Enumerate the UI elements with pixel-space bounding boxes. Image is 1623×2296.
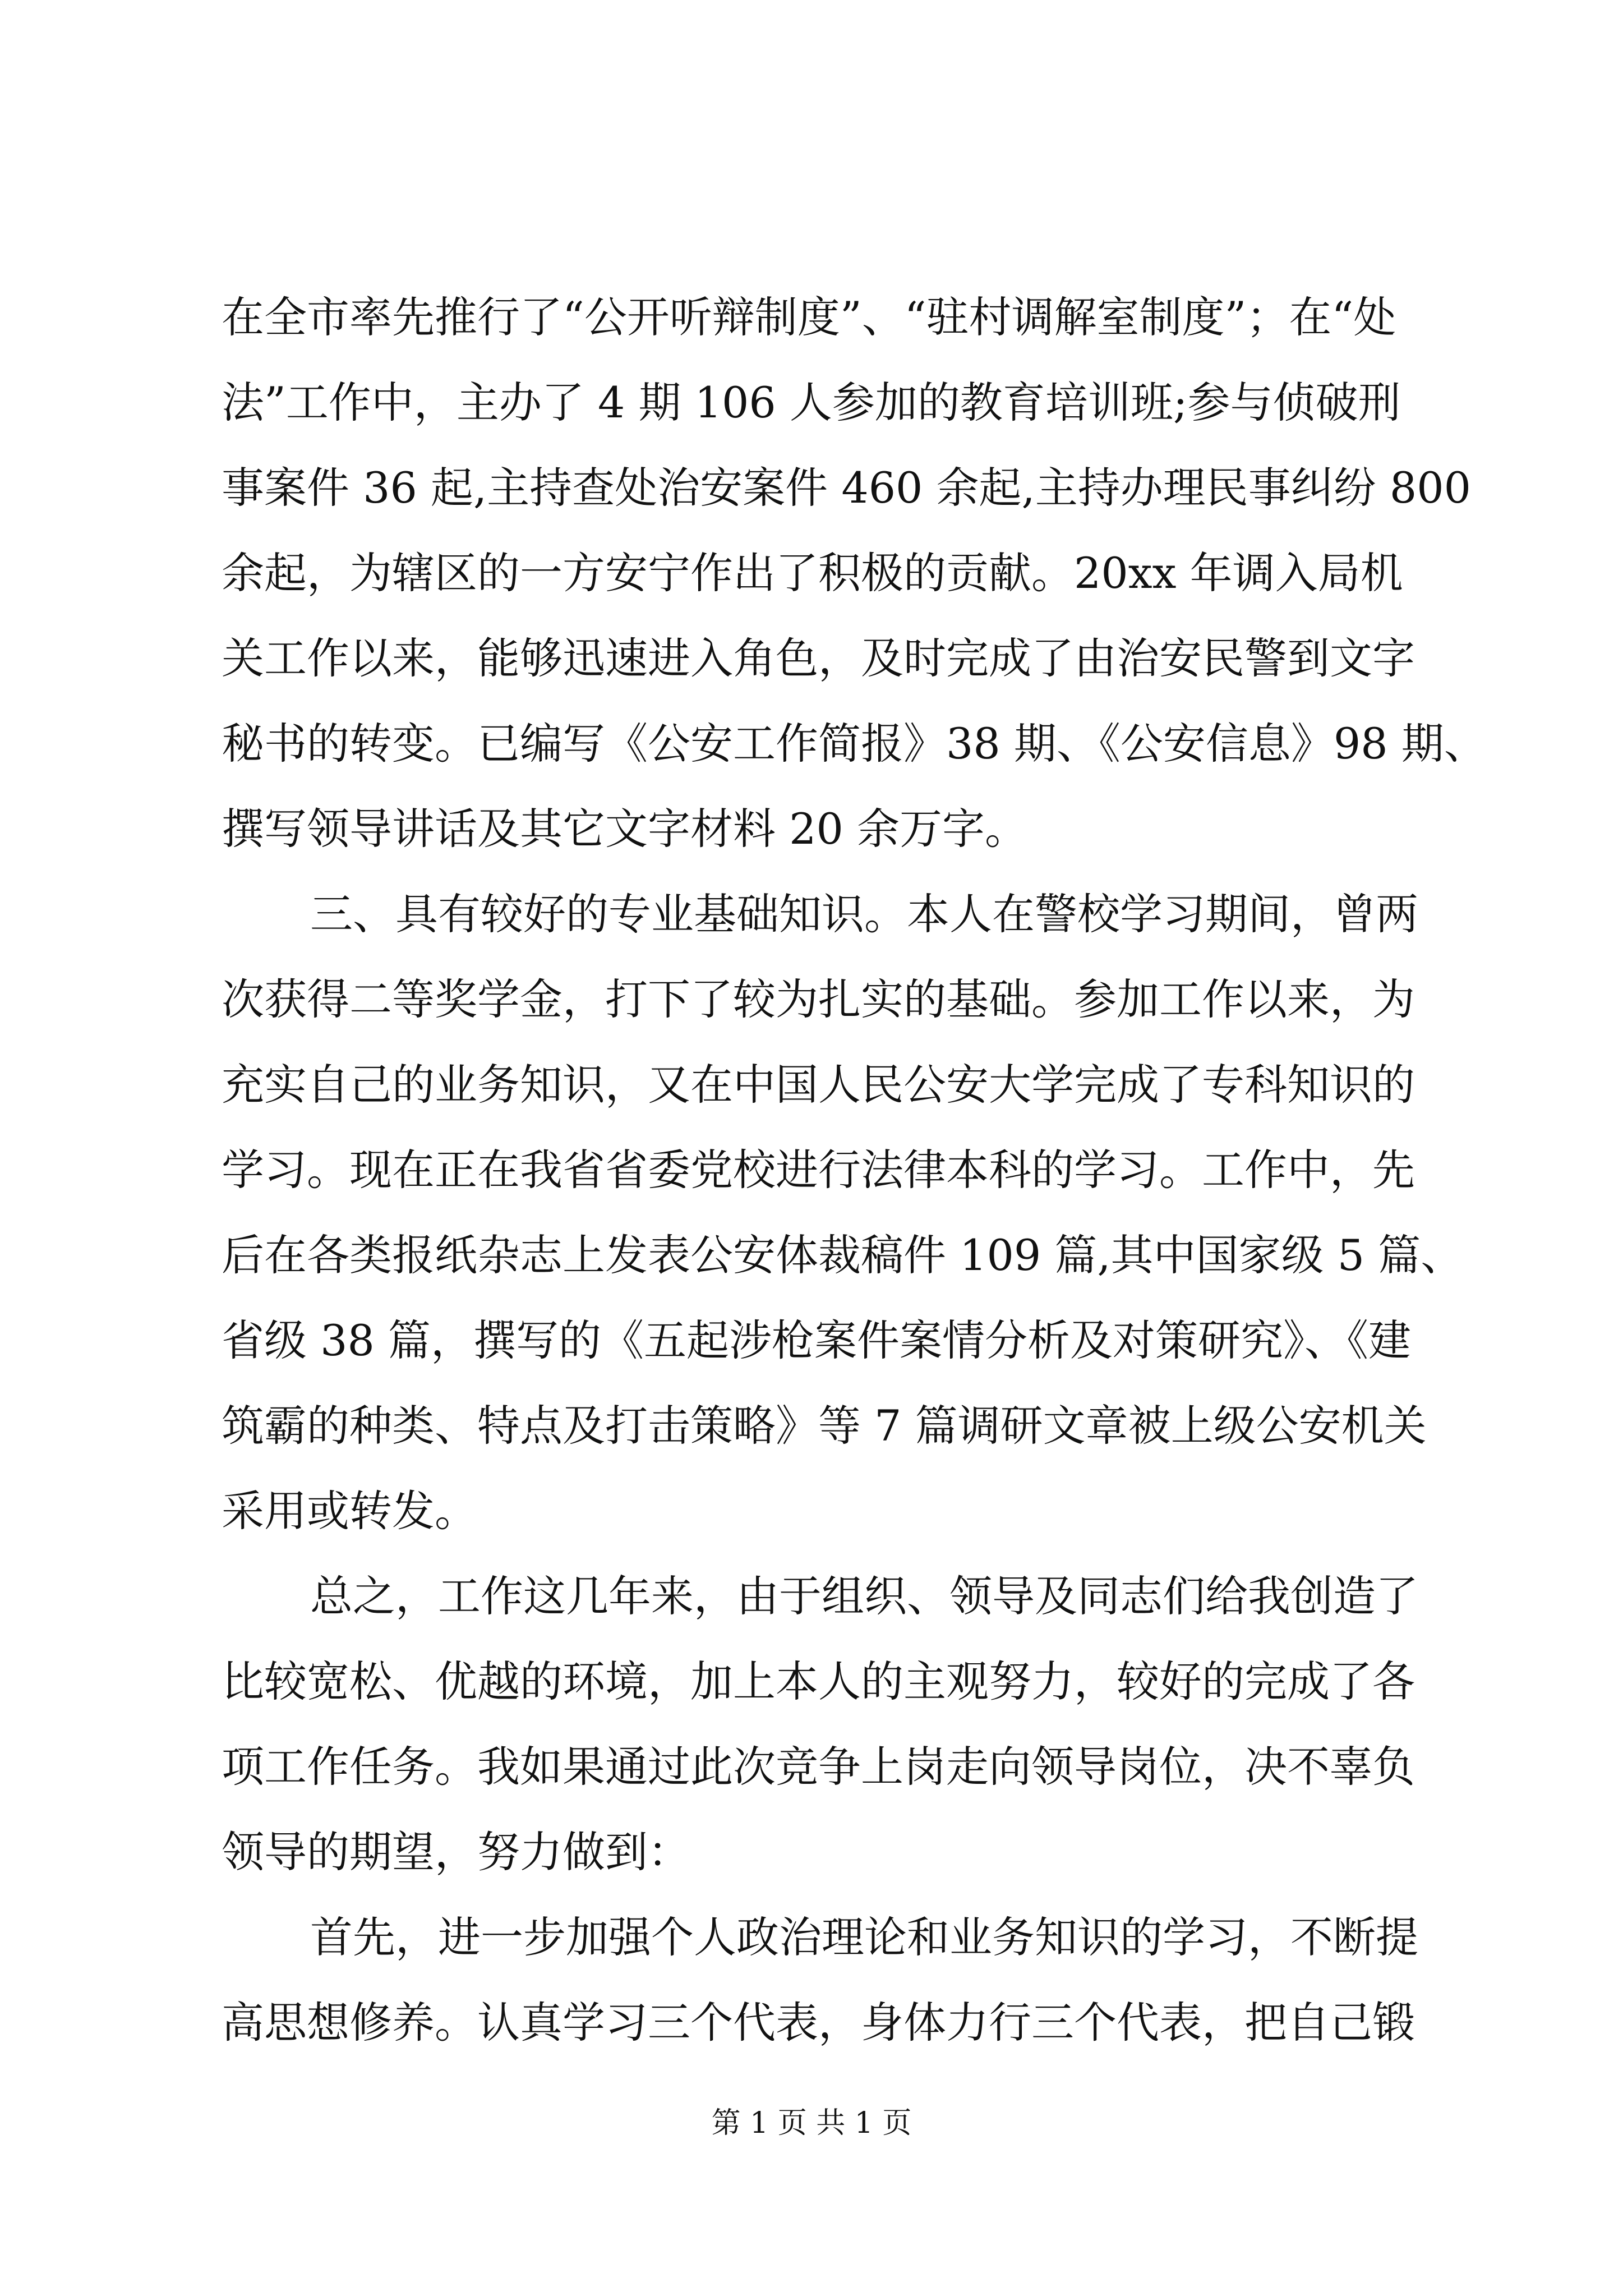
paragraph-line: 后在各类报纸杂志上发表公安体裁稿件 109 篇,其中国家级 5 篇、 bbox=[222, 1230, 1464, 1280]
paragraph-line: 三、具有较好的专业基础知识。本人在警校学习期间，曾两 bbox=[310, 889, 1418, 939]
paragraph-line: 秘书的转变。已编写《公安工作简报》38 期、《公安信息》98 期、 bbox=[222, 719, 1487, 769]
paragraph-3 bbox=[222, 1554, 1416, 1895]
paragraph-line: 事案件 36 起,主持查处治安案件 460 余起,主持办理民事纠纷 800 bbox=[222, 463, 1471, 513]
paragraph-line: 高思想修养。认真学习三个代表，身体力行三个代表，把自己锻 bbox=[222, 1998, 1415, 2047]
paragraph-2 bbox=[222, 872, 1464, 1554]
page-number-footer: 第 1 页 共 1 页 bbox=[711, 2106, 912, 2140]
paragraph-line: 充实自己的业务知识，又在中国人民公安大学完成了专科知识的 bbox=[222, 1060, 1415, 1110]
paragraph-line: 筑霸的种类、特点及打击策略》等 7 篇调研文章被上级公安机关 bbox=[222, 1401, 1427, 1451]
paragraph-line: 学习。现在正在我省省委党校进行法律本科的学习。工作中，先 bbox=[222, 1145, 1415, 1195]
paragraph-line: 采用或转发。 bbox=[222, 1486, 477, 1536]
paragraph-line: 项工作任务。我如果通过此次竞争上岗走向领导岗位，决不辜负 bbox=[222, 1742, 1415, 1792]
paragraph-line: 首先，进一步加强个人政治理论和业务知识的学习，不断提 bbox=[310, 1912, 1418, 1962]
paragraph-1 bbox=[222, 275, 1487, 872]
paragraph-line: 领导的期望，努力做到： bbox=[222, 1827, 690, 1877]
paragraph-line: 法”工作中，主办了 4 期 106 人参加的教育培训班;参与侦破刑 bbox=[222, 378, 1401, 427]
paragraph-line: 关工作以来，能够迅速进入角色，及时完成了由治安民警到文字 bbox=[222, 633, 1415, 683]
document-body bbox=[222, 275, 1487, 2065]
paragraph-line: 比较宽松、优越的环境，加上本人的主观努力，较好的完成了各 bbox=[222, 1657, 1415, 1706]
paragraph-line: 省级 38 篇，撰写的《五起涉枪案件案情分析及对策研究》、《建 bbox=[222, 1315, 1412, 1365]
paragraph-4 bbox=[222, 1895, 1416, 2065]
paragraph-line: 次获得二等奖学金，打下了较为扎实的基础。参加工作以来，为 bbox=[222, 974, 1415, 1024]
paragraph-line: 余起，为辖区的一方安宁作出了积极的贡献。20xx 年调入局机 bbox=[222, 548, 1403, 598]
paragraph-line: 撰写领导讲话及其它文字材料 20 余万字。 bbox=[222, 804, 1028, 854]
paragraph-line: 在全市率先推行了“公开听辩制度”、“驻村调解室制度”；在“处 bbox=[222, 292, 1396, 342]
paragraph-line: 总之，工作这几年来，由于组织、领导及同志们给我创造了 bbox=[310, 1571, 1418, 1621]
